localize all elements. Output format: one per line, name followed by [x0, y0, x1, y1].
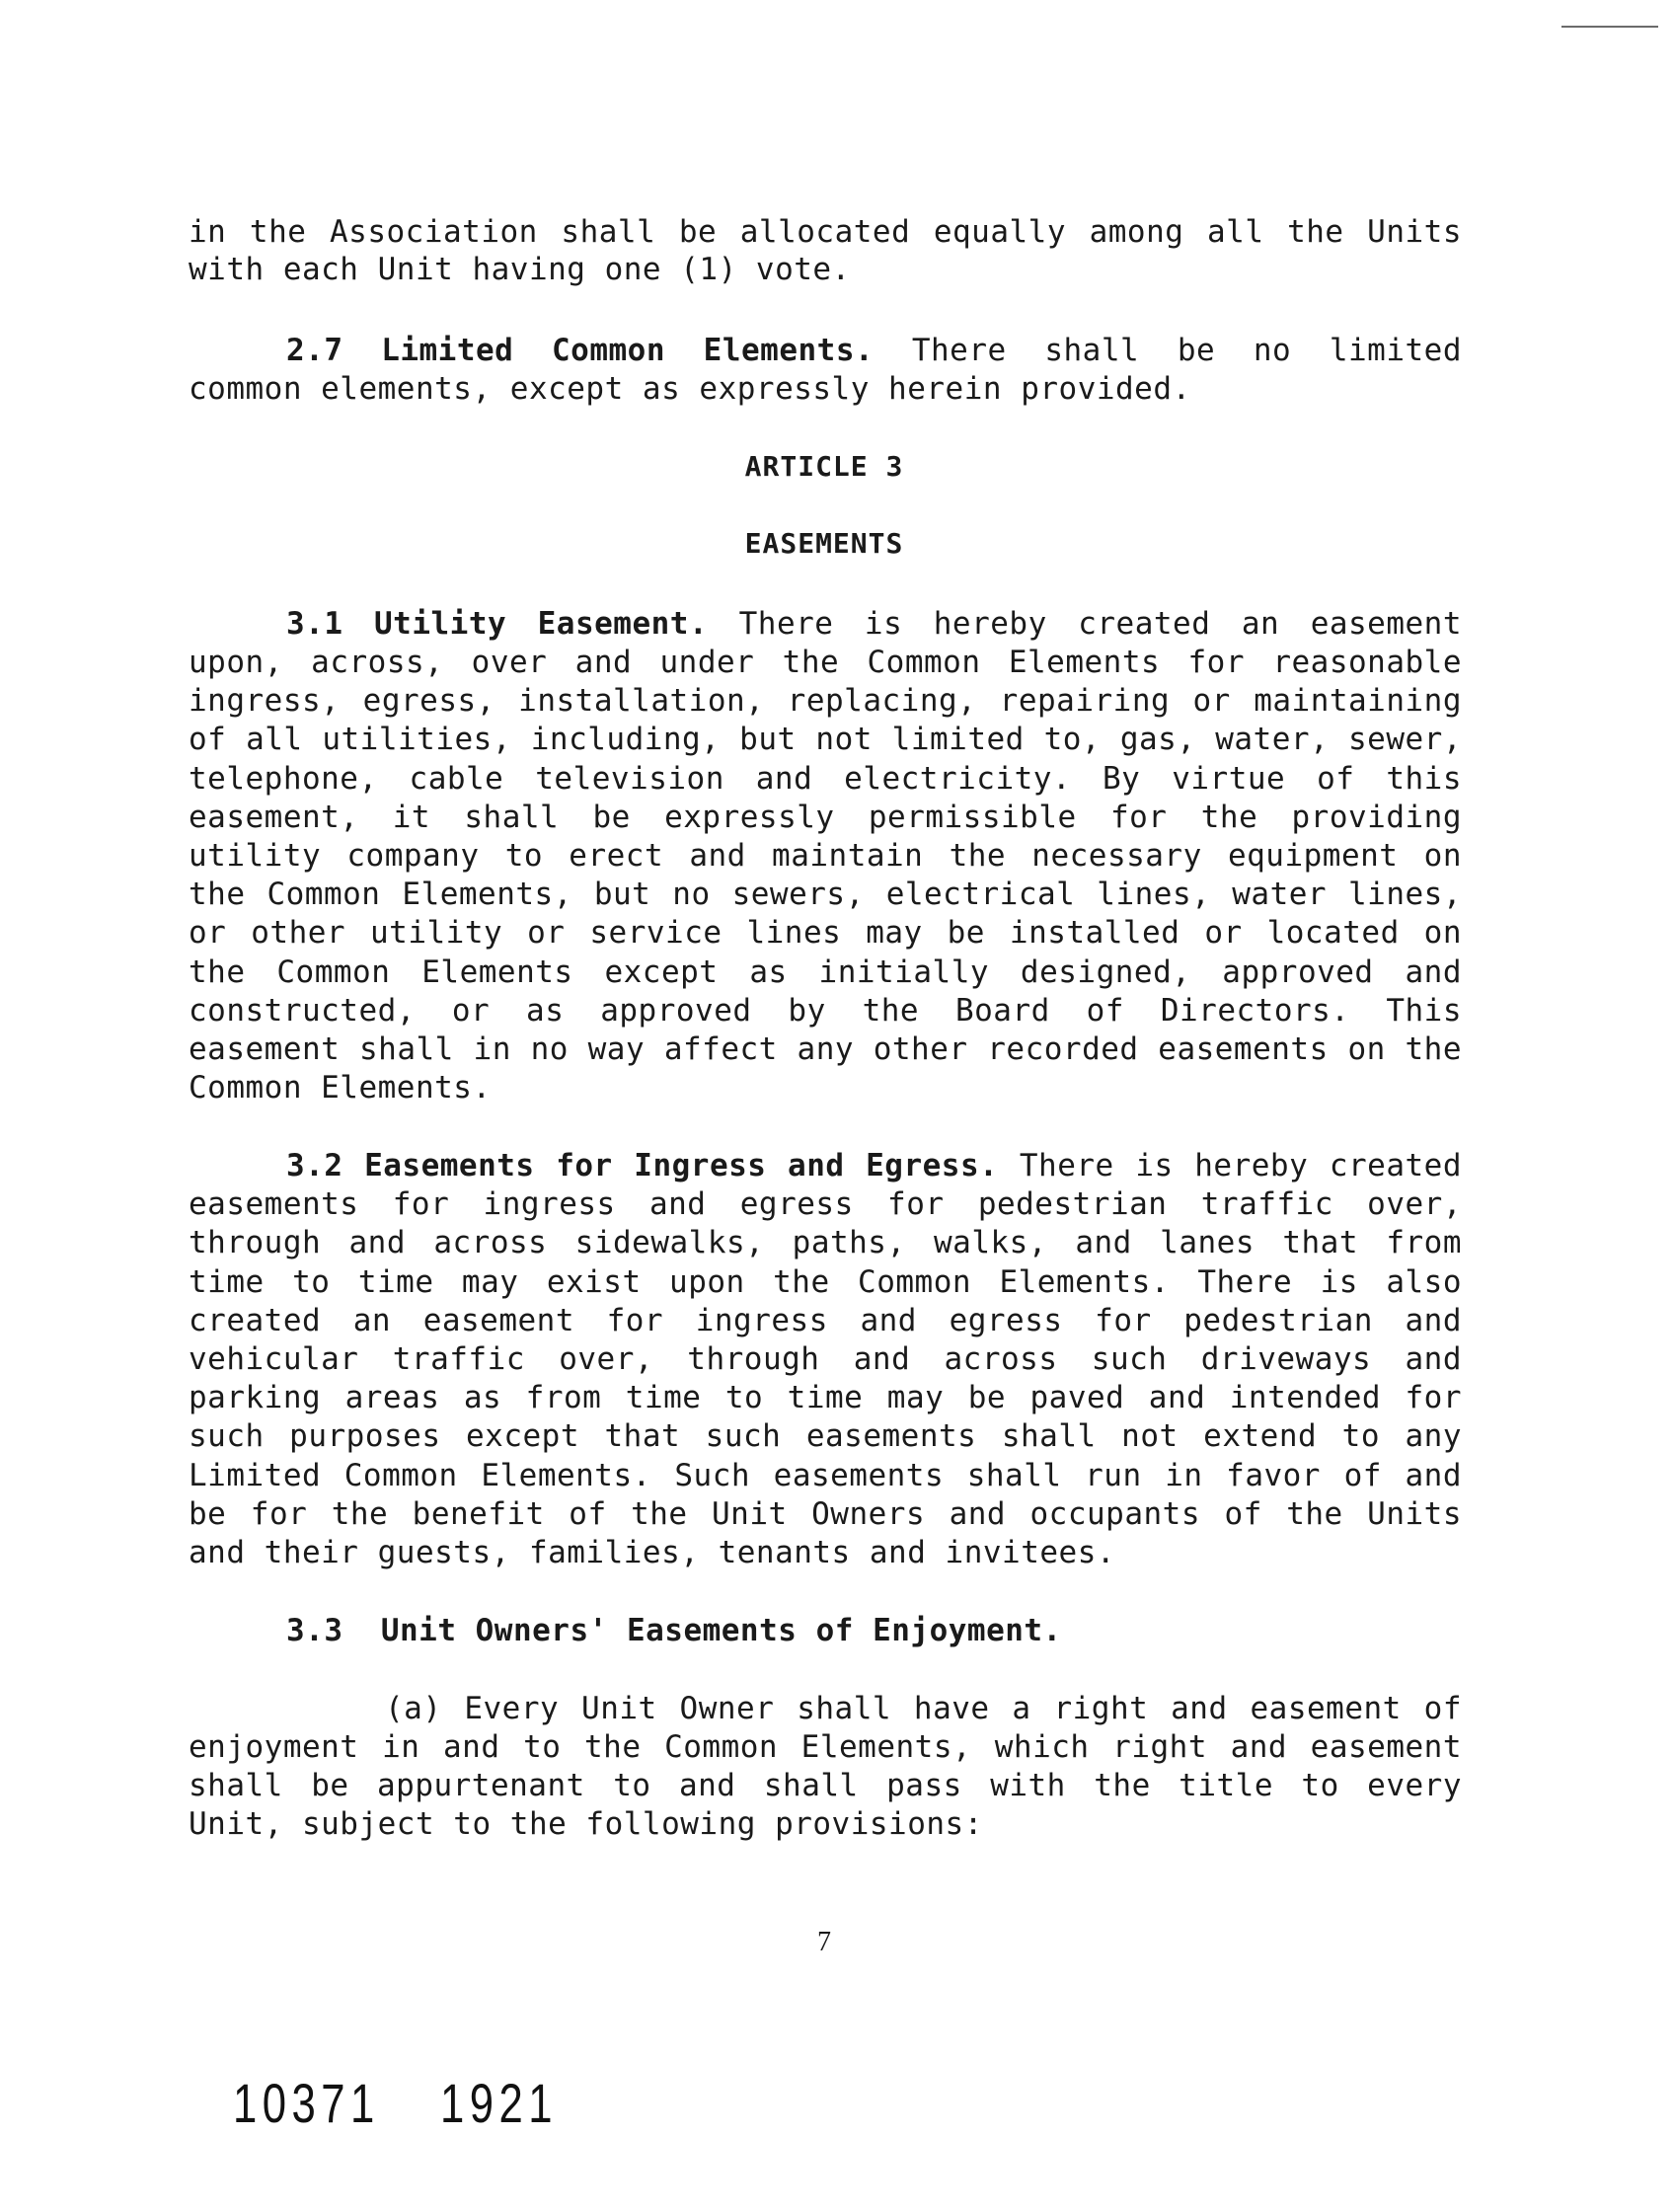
section-3-3-heading-line — [286, 1614, 1462, 1647]
section-2-7-heading: Limited Common Elements. — [381, 333, 875, 368]
section-3-1-first-line-text: There is hereby created an easement — [738, 606, 1463, 642]
section-3-1-line: ingress, egress, installation, replacing, repairing or maintaining — [189, 683, 1462, 719]
section-3-1-line: utility company to erect and maintain the necessary equipment on — [189, 838, 1462, 874]
article-title: EASEMENTS — [744, 527, 904, 560]
article-label: ARTICLE 3 — [744, 450, 904, 483]
section-3-1-number: 3.1 — [286, 606, 343, 642]
page-number: 7 — [817, 1927, 831, 1957]
section-3-1-line: easement shall in no way affect any other recorded easements on the — [189, 1031, 1462, 1067]
section-3-1-line: upon, across, over and under the Common Elements for reasonable — [189, 645, 1462, 680]
recording-page-number: 1921 — [440, 2072, 559, 2134]
intro-line-1: in the Association shall be allocated equally among all the Units — [189, 214, 1462, 250]
section-3-2-line: such purposes except that such easements shall not extend to any — [189, 1418, 1462, 1454]
section-3-2-line: Limited Common Elements. Such easements shall run in favor of and — [189, 1458, 1462, 1493]
section-3-1-line: the Common Elements, but no sewers, electrical lines, water lines, — [189, 877, 1462, 912]
section-3-1-line: the Common Elements except as initially designed, approved and — [189, 954, 1462, 990]
subsection-a-line: enjoyment in and to the Common Elements, which right and easement — [189, 1729, 1462, 1765]
section-3-2-line: parking areas as from time to time may be paved and intended for — [189, 1380, 1462, 1415]
section-3-1-line: of all utilities, including, but not limited to, gas, water, sewer, — [189, 722, 1462, 757]
section-2-7-first-line-text: There shall be no limited — [911, 333, 1462, 368]
section-3-3-heading: Unit Owners' Easements of Enjoyment. — [380, 1613, 1062, 1648]
section-3-2-line: through and across sidewalks, paths, walks, and lanes that from — [189, 1225, 1462, 1260]
section-3-2-line: vehicular traffic over, through and across such driveways and — [189, 1341, 1462, 1377]
subsection-a-line: Unit, subject to the following provisions: — [189, 1806, 983, 1842]
section-3-1-line: or other utility or service lines may be installed or located on — [189, 915, 1462, 951]
section-3-1-line: telephone, cable television and electricity. By virtue of this — [189, 761, 1462, 797]
section-3-2-first-line — [286, 1149, 1462, 1182]
section-3-1-line: Common Elements. — [189, 1070, 492, 1106]
section-2-7-line-2: common elements, except as expressly herein provided. — [189, 371, 1191, 407]
section-3-3-number: 3.3 — [286, 1613, 343, 1648]
section-3-2-line: be for the benefit of the Unit Owners and occupants of the Units — [189, 1496, 1462, 1532]
section-3-2-line: time to time may exist upon the Common Elements. There is also — [189, 1264, 1462, 1300]
section-3-2-line: easements for ingress and egress for pedestrian traffic over, — [189, 1186, 1462, 1222]
section-3-1-line: constructed, or as approved by the Board of Directors. This — [189, 993, 1462, 1029]
section-3-2-first-line-text: There is hereby created — [1019, 1148, 1462, 1183]
intro-line-2: with each Unit having one (1) vote. — [189, 252, 851, 287]
section-3-2-number: 3.2 — [286, 1148, 343, 1183]
scan-corner-mark — [1561, 26, 1658, 28]
section-3-1-line: easement, it shall be expressly permissible for the providing — [189, 800, 1462, 835]
subsection-a-first-line: (a) Every Unit Owner shall have a right and easement of — [385, 1691, 1462, 1726]
section-3-2-line: created an easement for ingress and egress for pedestrian and — [189, 1303, 1462, 1338]
section-3-1-heading: Utility Easement. — [374, 606, 709, 642]
section-2-7-first-line — [286, 334, 1462, 367]
section-3-1-first-line — [286, 607, 1462, 641]
section-2-7-number: 2.7 — [286, 333, 343, 368]
recording-book-number: 10371 — [233, 2072, 380, 2134]
subsection-a-line: shall be appurtenant to and shall pass with the title to every — [189, 1768, 1462, 1803]
section-3-2-heading: Easements for Ingress and Egress. — [364, 1148, 999, 1183]
section-3-2-line: and their guests, families, tenants and invitees. — [189, 1535, 1116, 1570]
